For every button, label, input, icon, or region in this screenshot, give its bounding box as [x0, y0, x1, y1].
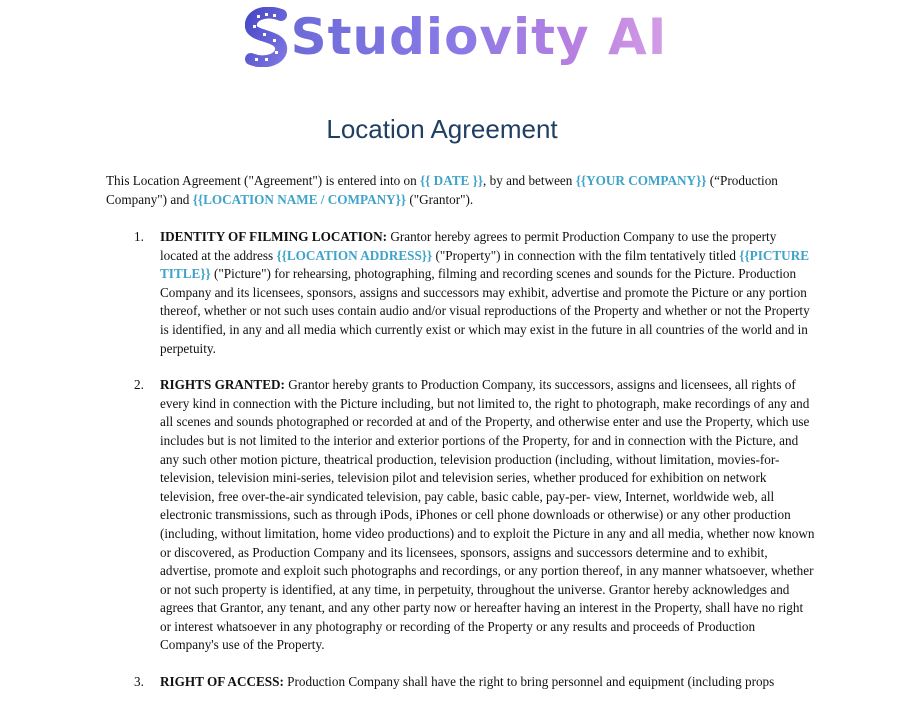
intro-paragraph: [106, 172, 806, 209]
clause-heading: RIGHTS GRANTED:: [160, 377, 285, 393]
clause-heading: RIGHT OF ACCESS:: [160, 674, 284, 690]
clause-text: ("Property") in connection with the film tentatively titled: [432, 247, 740, 263]
clause-heading: IDENTITY OF FILMING LOCATION:: [160, 229, 388, 244]
clause-text: ("Picture") for rehearsing, photographing, filming and recording scenes and sounds for the Picture. Production Company and its licensees, sponsors, assigns and successors may exhibit, advertise and promote the Picture or any portion thereof, whether or not such uses contain audio and/or visual reproductions of the Property and whether or not the Property is identified, in any and all media which currently exist or which may exist in the future in all countries of the world and in perpetuity.: [160, 266, 810, 356]
brand-logo: [0, 4, 912, 70]
clause-number: 1.: [134, 229, 144, 244]
logo-text: Studiovity AI: [290, 8, 668, 66]
clause-text: Grantor hereby agrees to permit Production Company to use the property located at the address: [160, 229, 777, 263]
logo-group: [245, 7, 668, 67]
picture-title-placeholder: {{PICTURE TITLE}}: [160, 247, 810, 282]
date-placeholder: {{ DATE }}: [419, 173, 484, 188]
film-strip-icon: [245, 7, 289, 67]
clause-text: Grantor hereby grants to Production Company, its successors, assigns and licensees, all rights of every kind in connection with the Picture including, but not limited to, the right to photograph, make recordings of any and all scenes and sounds photographed or recorded at and of the Property, and otherwise enter and use the Property, which use includes but is not limited to the interior and exterior portions of the Property, for and in connection with the Picture, and any such other motion picture, theatrical production, television production (including, without limitation, movies-for-television, television mini-series, television pilot and television series, whether produced for exhibition on network television, free over-the-air syndicated television, pay cable, basic cable, pay-per- view, Internet, worldwide web, all electronic transmissions, such as through iPods, iPhones or cell phone downloads or otherwise) or any other production (including, without limitation, home video productions) and to exploit the Picture in any and all media, whether now known or discovered, as Production Company and its licensees, sponsors, assigns and successors determine and to exhibit, advertise, promote and exploit such photographs and recordings, or any portion thereof, in any manner whatsoever, whether or not such property is identified, at any time, in perpetuity, throughout the universe. Grantor hereby acknowledges and agrees that Grantor, any tenant, and any other party now or hereafter having an interest in the Property, shall have no right or interest whatsoever in any photography or recording of the Property or any results and proceeds of Production Company's use of the Property.: [160, 377, 815, 653]
intro-text: This Location Agreement ("Agreement") is entered into on: [106, 173, 420, 188]
clause-number: 2.: [134, 377, 144, 393]
company-placeholder: {{YOUR COMPANY}}: [575, 173, 707, 188]
clause-item: [106, 376, 816, 655]
address-placeholder: {{LOCATION ADDRESS}}: [276, 247, 433, 263]
clause-number: 3.: [134, 674, 144, 690]
clause-list: [106, 228, 816, 710]
clause-item: [106, 228, 816, 358]
location-placeholder: {{LOCATION NAME / COMPANY}}: [192, 191, 407, 207]
intro-text: , by and between: [483, 173, 576, 188]
intro-text: (“Production Company") and: [106, 173, 778, 207]
clause-item: [106, 673, 816, 692]
document-title: Location Agreement: [326, 114, 558, 144]
clause-text: Production Company shall have the right to bring personnel and equipment (including props: [283, 674, 775, 690]
intro-text: ("Grantor").: [406, 191, 474, 207]
